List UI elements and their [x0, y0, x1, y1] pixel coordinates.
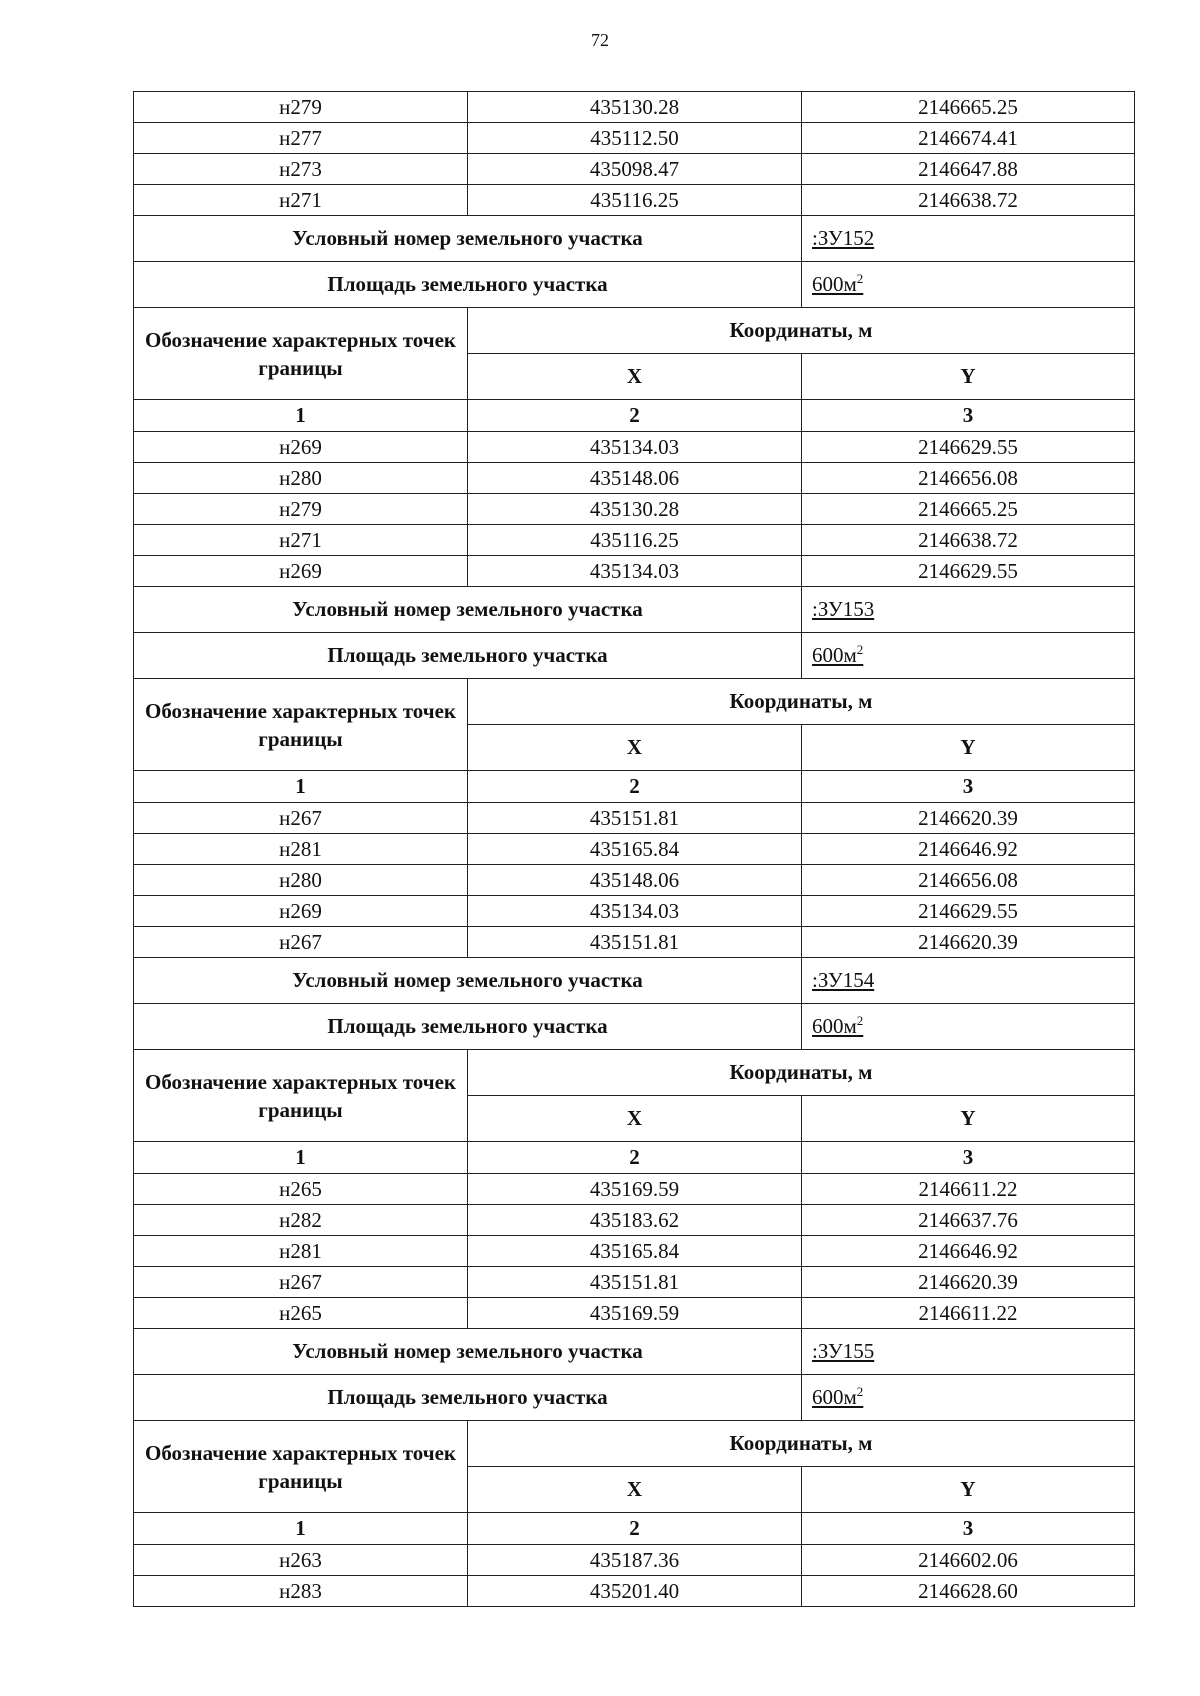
conditional-number-value	[802, 216, 1135, 262]
column-number-1: 1	[134, 1142, 468, 1174]
plot-area-row	[134, 1375, 1135, 1421]
column-number-3: 3	[802, 1142, 1135, 1174]
point-cell: н269	[134, 556, 468, 587]
table-row	[134, 123, 1135, 154]
column-number-2: 2	[468, 400, 802, 432]
point-cell: н269	[134, 896, 468, 927]
point-cell: н265	[134, 1298, 468, 1329]
area-number: 600м	[812, 1014, 857, 1038]
points-header: Обозначение характерных точек границы	[134, 679, 468, 771]
table-row	[134, 834, 1135, 865]
conditional-number-label: Условный номер земельного участка	[134, 958, 802, 1004]
table-row	[134, 1267, 1135, 1298]
x-header: X	[468, 1096, 802, 1142]
table-row	[134, 92, 1135, 123]
y-cell: 2146611.22	[802, 1174, 1135, 1205]
x-cell: 435151.81	[468, 1267, 802, 1298]
area-value	[802, 1375, 1135, 1421]
y-cell: 2146656.08	[802, 463, 1135, 494]
column-number-row	[134, 400, 1135, 432]
x-header: X	[468, 725, 802, 771]
area-label: Площадь земельного участка	[134, 1375, 802, 1421]
plot-area-row	[134, 262, 1135, 308]
plot-number-row	[134, 216, 1135, 262]
header-row	[134, 679, 1135, 725]
point-cell: н263	[134, 1545, 468, 1576]
y-cell: 2146629.55	[802, 896, 1135, 927]
conditional-number-label: Условный номер земельного участка	[134, 587, 802, 633]
y-cell: 2146629.55	[802, 432, 1135, 463]
points-header: Обозначение характерных точек границы	[134, 1421, 468, 1513]
column-number-3: 3	[802, 771, 1135, 803]
point-cell: н281	[134, 1236, 468, 1267]
x-cell: 435151.81	[468, 927, 802, 958]
plot-number-row	[134, 1329, 1135, 1375]
y-header: Y	[802, 354, 1135, 400]
area-unit-superscript: 2	[856, 1013, 864, 1028]
point-cell: н267	[134, 1267, 468, 1298]
x-cell: 435148.06	[468, 865, 802, 896]
y-cell: 2146638.72	[802, 525, 1135, 556]
area-label: Площадь земельного участка	[134, 262, 802, 308]
area-number: 600м	[812, 643, 857, 667]
area-value	[802, 633, 1135, 679]
plot-number: :ЗУ153	[812, 597, 875, 621]
x-cell: 435187.36	[468, 1545, 802, 1576]
column-number-2: 2	[468, 1142, 802, 1174]
table-row	[134, 1205, 1135, 1236]
area-unit-superscript: 2	[856, 1384, 864, 1399]
table-row	[134, 927, 1135, 958]
y-cell: 2146637.76	[802, 1205, 1135, 1236]
column-number-row	[134, 771, 1135, 803]
conditional-number-value	[802, 587, 1135, 633]
y-header: Y	[802, 1467, 1135, 1513]
column-number-1: 1	[134, 771, 468, 803]
y-cell: 2146611.22	[802, 1298, 1135, 1329]
area-number: 600м	[812, 1385, 857, 1409]
table-row	[134, 865, 1135, 896]
points-header: Обозначение характерных точек границы	[134, 1050, 468, 1142]
x-cell: 435169.59	[468, 1298, 802, 1329]
column-number-2: 2	[468, 771, 802, 803]
x-header: X	[468, 1467, 802, 1513]
area-unit-superscript: 2	[856, 642, 864, 657]
plot-number: :ЗУ152	[812, 226, 875, 250]
point-cell: н279	[134, 494, 468, 525]
table-row	[134, 1174, 1135, 1205]
x-cell: 435098.47	[468, 154, 802, 185]
point-cell: н267	[134, 803, 468, 834]
point-cell: н267	[134, 927, 468, 958]
x-cell: 435165.84	[468, 1236, 802, 1267]
y-header: Y	[802, 725, 1135, 771]
page-number: 72	[591, 30, 609, 50]
plot-number: :ЗУ155	[812, 1339, 875, 1363]
point-cell: н280	[134, 865, 468, 896]
plot-number-row	[134, 958, 1135, 1004]
x-cell: 435169.59	[468, 1174, 802, 1205]
column-number-2: 2	[468, 1513, 802, 1545]
point-cell: н271	[134, 185, 468, 216]
point-cell: н283	[134, 1576, 468, 1607]
y-cell: 2146674.41	[802, 123, 1135, 154]
plot-area-row	[134, 1004, 1135, 1050]
plot-number: :ЗУ154	[812, 968, 875, 992]
conditional-number-label: Условный номер земельного участка	[134, 1329, 802, 1375]
x-cell: 435134.03	[468, 556, 802, 587]
table-row	[134, 463, 1135, 494]
table-row	[134, 525, 1135, 556]
column-number-row	[134, 1142, 1135, 1174]
column-number-3: 3	[802, 1513, 1135, 1545]
table-row	[134, 896, 1135, 927]
header-row	[134, 1421, 1135, 1467]
coordinates-header: Координаты, м	[468, 308, 1135, 354]
column-number-1: 1	[134, 1513, 468, 1545]
coordinates-header: Координаты, м	[468, 1050, 1135, 1096]
table-row	[134, 1545, 1135, 1576]
point-cell: н279	[134, 92, 468, 123]
y-cell: 2146646.92	[802, 834, 1135, 865]
area-label: Площадь земельного участка	[134, 633, 802, 679]
y-cell: 2146620.39	[802, 803, 1135, 834]
table-row	[134, 556, 1135, 587]
y-cell: 2146638.72	[802, 185, 1135, 216]
table-row	[134, 494, 1135, 525]
x-cell: 435148.06	[468, 463, 802, 494]
header-row	[134, 308, 1135, 354]
x-cell: 435134.03	[468, 896, 802, 927]
conditional-number-label: Условный номер земельного участка	[134, 216, 802, 262]
x-header: X	[468, 354, 802, 400]
plot-number-row	[134, 587, 1135, 633]
area-value	[802, 1004, 1135, 1050]
table-row	[134, 185, 1135, 216]
y-cell: 2146620.39	[802, 1267, 1135, 1298]
header-row	[134, 1050, 1135, 1096]
y-cell: 2146602.06	[802, 1545, 1135, 1576]
area-text	[812, 272, 863, 296]
table-row	[134, 154, 1135, 185]
point-cell: н265	[134, 1174, 468, 1205]
area-text	[812, 1385, 863, 1409]
column-number-row	[134, 1513, 1135, 1545]
x-cell: 435112.50	[468, 123, 802, 154]
y-header: Y	[802, 1096, 1135, 1142]
area-text	[812, 643, 863, 667]
x-cell: 435116.25	[468, 185, 802, 216]
table-row	[134, 1576, 1135, 1607]
x-cell: 435130.28	[468, 494, 802, 525]
point-cell: н273	[134, 154, 468, 185]
point-cell: н269	[134, 432, 468, 463]
x-cell: 435130.28	[468, 92, 802, 123]
x-cell: 435151.81	[468, 803, 802, 834]
conditional-number-value	[802, 958, 1135, 1004]
y-cell: 2146620.39	[802, 927, 1135, 958]
y-cell: 2146647.88	[802, 154, 1135, 185]
table-row	[134, 803, 1135, 834]
y-cell: 2146665.25	[802, 92, 1135, 123]
point-cell: н282	[134, 1205, 468, 1236]
x-cell: 435116.25	[468, 525, 802, 556]
column-number-1: 1	[134, 400, 468, 432]
point-cell: н280	[134, 463, 468, 494]
area-unit-superscript: 2	[856, 271, 864, 286]
point-cell: н277	[134, 123, 468, 154]
table-row	[134, 1236, 1135, 1267]
x-cell: 435134.03	[468, 432, 802, 463]
y-cell: 2146665.25	[802, 494, 1135, 525]
x-cell: 435183.62	[468, 1205, 802, 1236]
area-number: 600м	[812, 272, 857, 296]
column-number-3: 3	[802, 400, 1135, 432]
area-label: Площадь земельного участка	[134, 1004, 802, 1050]
x-cell: 435201.40	[468, 1576, 802, 1607]
y-cell: 2146646.92	[802, 1236, 1135, 1267]
y-cell: 2146628.60	[802, 1576, 1135, 1607]
x-cell: 435165.84	[468, 834, 802, 865]
table-row	[134, 1298, 1135, 1329]
area-value	[802, 262, 1135, 308]
coordinates-header: Координаты, м	[468, 679, 1135, 725]
y-cell: 2146656.08	[802, 865, 1135, 896]
coordinates-table	[133, 91, 1135, 1607]
conditional-number-value	[802, 1329, 1135, 1375]
point-cell: н271	[134, 525, 468, 556]
plot-area-row	[134, 633, 1135, 679]
area-text	[812, 1014, 863, 1038]
point-cell: н281	[134, 834, 468, 865]
y-cell: 2146629.55	[802, 556, 1135, 587]
coordinates-header: Координаты, м	[468, 1421, 1135, 1467]
points-header: Обозначение характерных точек границы	[134, 308, 468, 400]
table-row	[134, 432, 1135, 463]
